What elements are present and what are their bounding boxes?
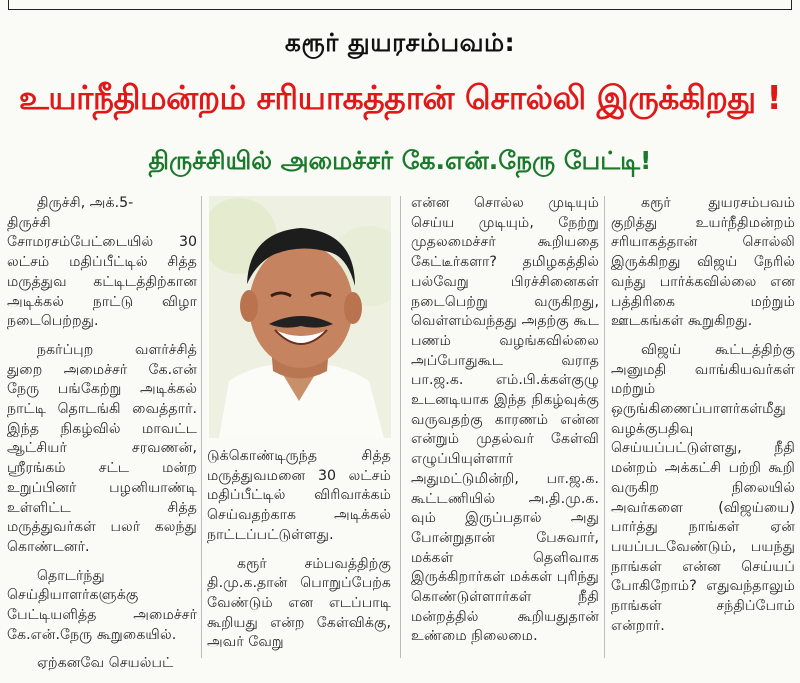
paragraph: விஜய் கூட்டத்திற்கு அனுமதி வாங்கியவர்கள் மற்றும் ஒருங்கிணைப்பாளர்கள்மீது வழக்குபதிவு செய்யப்பட்டுள்ளது, நீதி மன்றம் அக்கட்சி பற்றி கூறி வருகிற நிலையில் அவர்களை (விஜய்யை) பார்த்து நாங்கள் ஏன் பயப்படவேண்டும், பயந்து நாங்கள் என்ன செய்யப் போகிறோம்? எதுவந்தாலும் நாங்கள் சந்திப்போம் என்றார்.: [611, 341, 795, 634]
paragraph: என்ன சொல்ல முடியும் செய்ய முடியும், நேற்று முதலமைச்சர் கூறியதை கேட்டீர்களா? தமிழகத்தில் பல்வேறு பிரச்சினைகள் நடைபெற்று வருகிறது, வெள்ளம்வந்தது அதற்கு கூட பணம் வழங்கவில்லை அப்போதுகூட வராத பா.ஜ.க. எம்.பி.க்கள்குழு உடனடியாக இந்த நிகழ்வுக்கு வருவதற்கு காரணம் என்ன என்றும் முதல்வர் கேள்வி எழுப்பியுள்ளார் அதுமட்டுமின்றி, பா.ஜ.க. கூட்டணியில் அ.தி.மு.க. வும் இருப்பதால் அது போன்றுதான் பேசுவார், மக்கள் தெளிவாக இருக்கிறார்கள் மக்கள் புரிந்து கொண்டுள்ளார்கள் நீதி மன்றத்தில் கூறியதுதான் உண்மை நிலைமை.: [411, 195, 599, 645]
paragraph: கரூர் துயரசம்பவம் குறித்து உயர்நீதிமன்றம் சரியாகத்தான் சொல்லி இருக்கிறது விஜய் நேரில் வந்து பார்க்கவில்லை என பத்திரிகை மற்றும் ஊடகங்கள் கூறுகிறது.: [611, 195, 795, 330]
dateline: திருச்சி, அக்.5-: [37, 195, 134, 211]
kicker-heading: கரூர் துயரசம்பவம்:: [284, 28, 516, 57]
paragraph: ஏற்கனவே செயல்பட்: [37, 655, 174, 672]
portrait-image: [209, 196, 391, 438]
top-border: [0, 0, 800, 14]
headline: உயர்நீதிமன்றம் சரியாகத்தான் சொல்லி இருக்கிறது !: [18, 78, 782, 117]
article-column-1: [7, 194, 197, 683]
column-rule: [201, 196, 202, 658]
article-column-3: [411, 194, 599, 656]
column-rule: [604, 196, 605, 658]
article-column-2: [207, 447, 391, 662]
subheadline: திருச்சியில் அமைச்சர் கே.என்.நேரு பேட்டி!: [148, 146, 652, 175]
article-column-4: [611, 194, 795, 645]
paragraph: டுக்கொண்டிருந்த சித்த மருத்துவமனை 30 லட்சம் மதிப்பீட்டில் விரிவாக்கம் செய்வதற்காக அடிக்கல் நாட்டப்பட்டுள்ளது.: [207, 448, 391, 543]
paragraph: நகர்ப்புற வளர்ச்சித் துறை அமைச்சர் கே.என் நேரு பங்கேற்று அடிக்கல் நாட்டி தொடங்கி வைத்தார். இந்த நிகழ்வில் மாவட்ட ஆட்சியர் சரவணன், ஸ்ரீரங்கம் சட்ட மன்ற உறுப்பினர் பழனியாண்டி உள்ளிட்ட சித்த மருத்துவர்கள் பலர் கலந்து கொண்டனர்.: [7, 341, 197, 555]
portrait-photo: [209, 196, 391, 438]
paragraph: கரூர் சம்பவத்திற்கு தி.மு.க.தான் பொறுப்பேற்க வேண்டும் என எடப்பாடி கூறியது என்ற கேள்விக்கு, அவர் வேறு: [207, 555, 391, 651]
column-rule: [400, 196, 401, 658]
paragraph: திருச்சி சோமரசம்பேட்டையில் 30 லட்சம் மதிப்பீட்டில் சித்த மருத்துவ கட்டிடத்திற்கான அடிக்கல் நாட்டு விழா நடைபெற்றது.: [7, 214, 197, 330]
paragraph: தொடர்ந்து செய்தியாளர்களுக்கு பேட்டியளித்த அமைச்சர் கே.என்.நேரு கூறுகையில்.: [7, 567, 197, 643]
